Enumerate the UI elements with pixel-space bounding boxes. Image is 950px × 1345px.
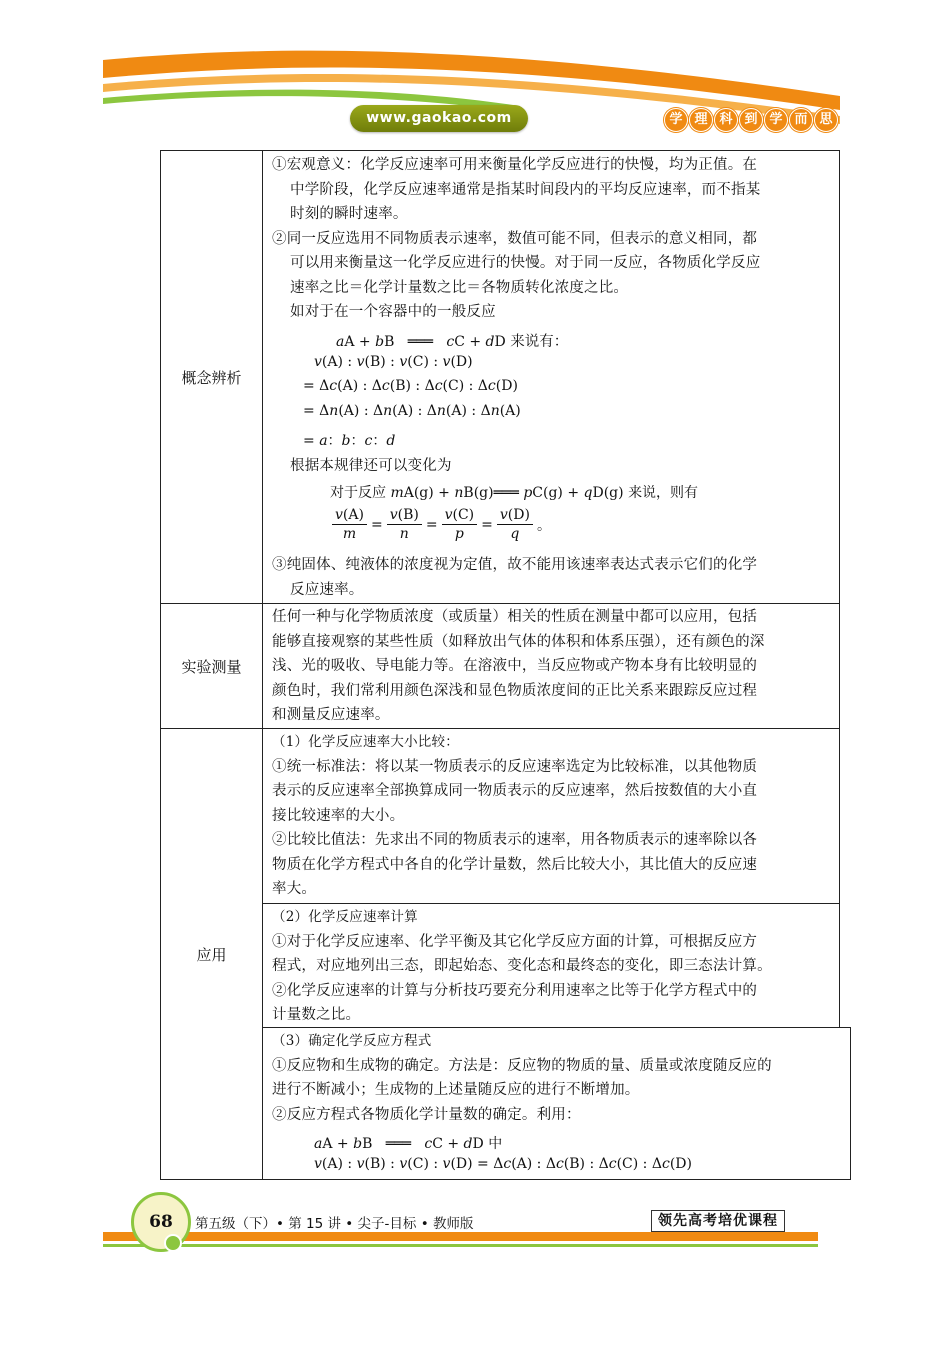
equation-conc-ratio: = Δc(A) : Δc(B) : Δc(C) : Δc(D)	[303, 378, 518, 394]
text-line: 率大。	[272, 881, 317, 897]
text-line: 进行不断减小；生成物的上述量随反应的进行不断增加。	[272, 1082, 640, 1098]
slogan-badges	[664, 108, 838, 134]
application-section-2	[272, 905, 837, 1028]
footer-bar	[103, 1232, 818, 1241]
text-line: ②反应方程式各物质化学计量数的确定。利用：	[272, 1106, 581, 1123]
measurement-content	[272, 605, 837, 728]
text-line: 浅、光的吸收、导电能力等。在溶液中，当反应物或产物本身有比较明显的	[272, 658, 758, 674]
equation-determine-coef: aA + bB ═══ cC + dD 中	[314, 1136, 503, 1152]
footer-bar-accent	[103, 1244, 818, 1247]
application-section-3	[272, 1029, 847, 1127]
row-label-application: 应用	[196, 945, 227, 964]
text-line: 时刻的瞬时速率。	[290, 206, 408, 222]
text-line: 任何一种与化学物质浓度（或质量）相关的性质在测量中都可以应用，包括	[272, 609, 758, 625]
equation-caption: 来说有：	[510, 334, 569, 350]
equation-rate-ratio: v(A) : v(B) : v(C) : v(D)	[314, 354, 473, 370]
slogan-char: 而	[789, 108, 813, 132]
text-line: 和测量反应速率。	[272, 707, 390, 723]
concept-note-3	[272, 553, 837, 602]
decor-dot-icon	[164, 1234, 182, 1252]
text-line: 反应速率。	[290, 581, 364, 598]
text-line: 速率之比＝化学计量数之比＝各物质转化浓度之比。	[290, 279, 629, 296]
text-line: 表示的反应速率全部换算成同一物质表示的反应速率，然后按数值的大小直	[272, 783, 758, 799]
equation-fraction-ratio: $\frac{v(A)}{m}$ = $\frac{v(B)}{n}$ = $\frac{v(C)}{p}$ = $\frac{v(D)}{q}$ 。	[330, 506, 553, 543]
slogan-char: 思	[814, 108, 838, 132]
text-line: 中学阶段，化学反应速率通常是指某时间段内的平均反应速率，而不指某	[290, 181, 761, 198]
slogan-char: 科	[714, 108, 738, 132]
site-url-badge[interactable]: www.gaokao.com	[350, 105, 528, 132]
slogan-char: 到	[739, 108, 763, 132]
section-title: （1）化学反应速率大小比较：	[272, 734, 459, 750]
text-line: ②比较比值法：先求出不同的物质表示的速率，用各物质表示的速率除以各	[272, 832, 758, 848]
equation-gas-reaction: 对于反应 mA(g) + nB(g)═══ pC(g) + qD(g) 来说，则有	[330, 485, 699, 501]
text-line: ①反应物和生成物的确定。方法是：反应物的物质的量、质量或浓度随反应的	[272, 1057, 772, 1074]
text-line: 可以用来衡量这一化学反应进行的快慢。对于同一反应，各物质化学反应	[290, 255, 761, 271]
equation-general-reaction: aA + bB ═══ cC + dD 来说有：	[336, 334, 569, 350]
equation-rate-conc-ratio: v(A) : v(B) : v(C) : v(D) = Δc(A) : Δc(B) : Δc(C) : Δc(D)	[314, 1156, 692, 1172]
equation-mole-ratio: = Δn(A) : Δn(A) : Δn(A) : Δn(A)	[303, 403, 521, 419]
equation-prefix: 对于反应	[330, 485, 386, 501]
text-line: ③纯固体、纯液体的浓度视为定值，故不能用该速率表达式表示它们的化学	[272, 557, 758, 573]
page-number: 68	[131, 1192, 191, 1252]
text-line: 程式，对应地列出三态，即起始态、变化态和最终态的变化，即三态法计算。	[272, 958, 772, 974]
text-line: ①统一标准法：将以某一物质表示的反应速率选定为比较标准，以其他物质	[272, 758, 758, 775]
text-line: 物质在化学方程式中各自的化学计量数，然后比较大小，其比值大的反应速	[272, 856, 758, 873]
text-line: ②同一反应选用不同物质表示速率，数值可能不同，但表示的意义相同，都	[272, 230, 758, 247]
section-title: （3）确定化学反应方程式	[272, 1033, 432, 1049]
text-line: 接比较速率的大小。	[272, 807, 405, 824]
course-info: 第五级（下）• 第 15 讲 • 尖子-目标 • 教师版	[195, 1216, 474, 1232]
section-title: （2）化学反应速率计算	[272, 909, 418, 925]
text-line: 颜色时，我们常利用颜色深浅和显色物质浓度间的正比关系来跟踪反应过程	[272, 682, 758, 699]
equation-suffix: 来说，则有	[628, 485, 699, 501]
text-line: 计量数之比。	[272, 1007, 361, 1023]
application-section-1	[272, 730, 837, 902]
text-line: 根据本规律还可以变化为	[290, 458, 452, 474]
slogan-char: 学	[764, 108, 788, 132]
text-line: 能够直接观察的某些性质（如释放出气体的体积和体系压强），还有颜色的深	[272, 633, 765, 650]
text-line: 如对于在一个容器中的一般反应	[290, 304, 496, 320]
course-brand-badge: 领先高考培优课程	[651, 1210, 785, 1232]
row-label-measurement: 实验测量	[181, 657, 242, 676]
equation-caption: 中	[488, 1136, 503, 1152]
concept-content	[272, 153, 837, 325]
slogan-char: 学	[664, 108, 688, 132]
text-line: ①对于化学反应速率、化学平衡及其它化学反应方面的计算，可根据反应方	[272, 933, 758, 950]
text-line: ②化学反应速率的计算与分析技巧要充分利用速率之比等于化学方程式中的	[272, 982, 758, 999]
slogan-char: 理	[689, 108, 713, 132]
row-label-concept: 概念辨析	[181, 368, 242, 387]
text-line: ①宏观意义：化学反应速率可用来衡量化学反应进行的快慢，均为正值。在	[272, 157, 758, 173]
equation-coef-ratio: = a：b：c：d	[303, 433, 396, 449]
